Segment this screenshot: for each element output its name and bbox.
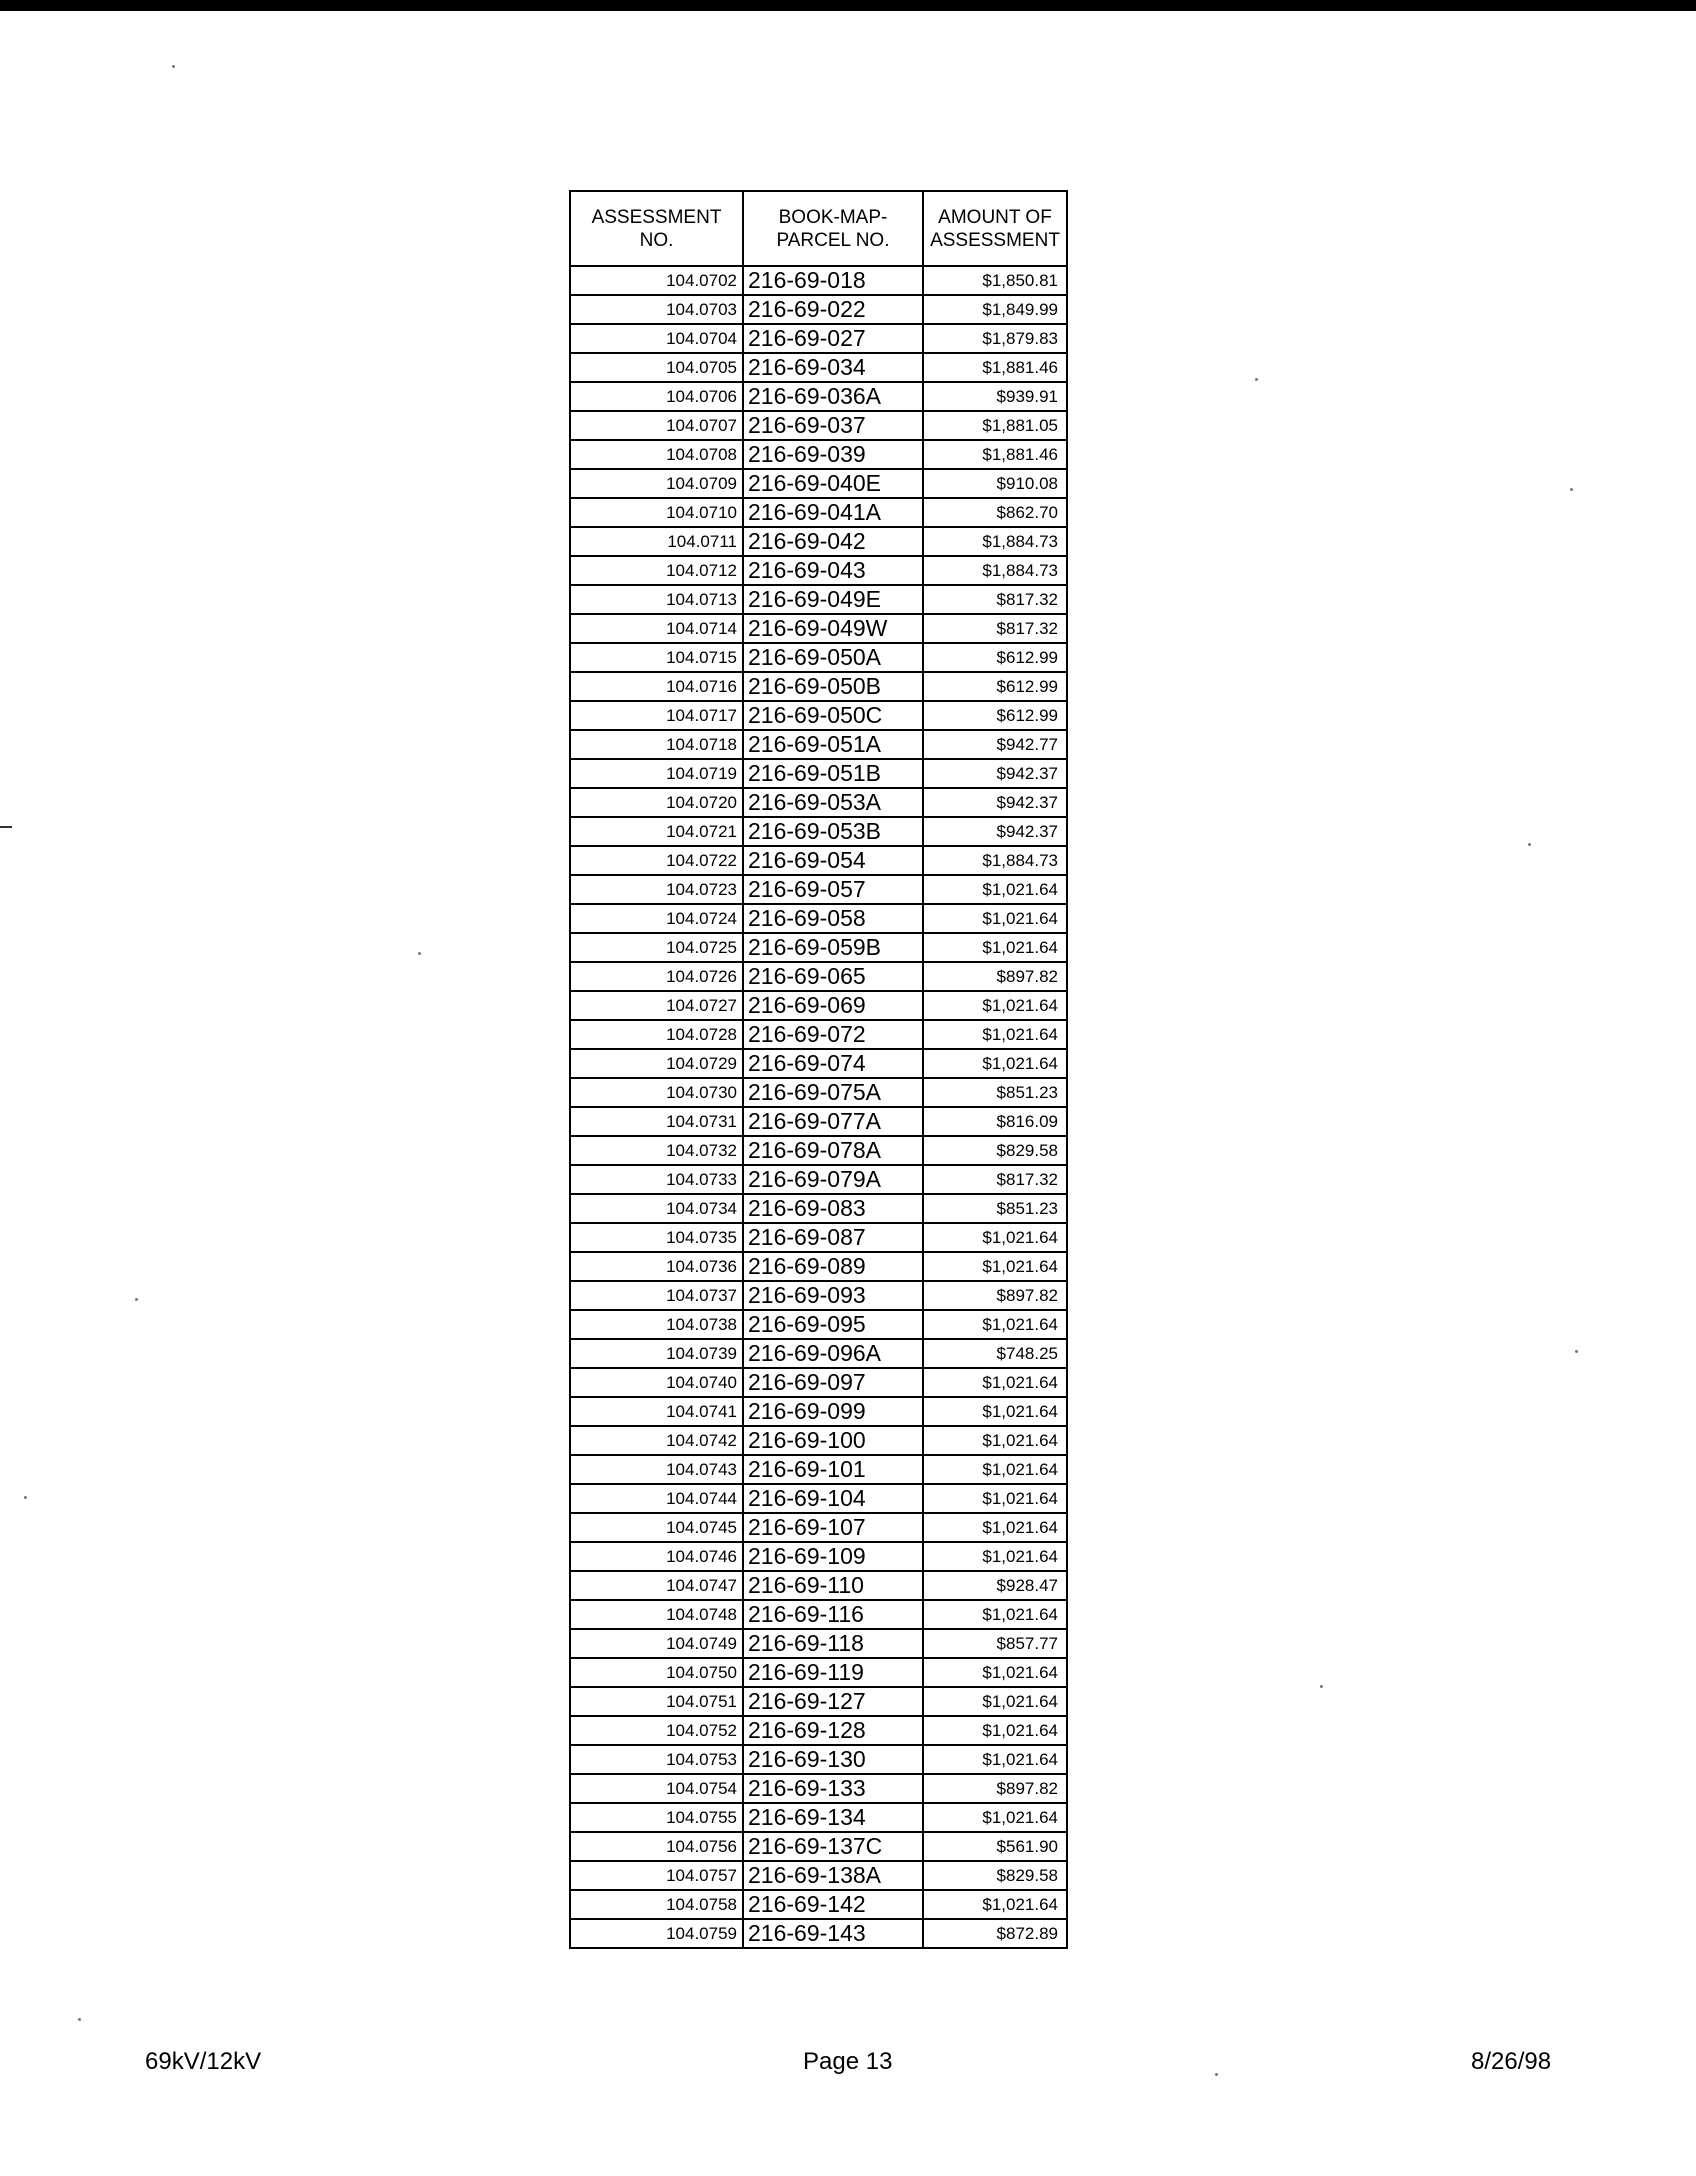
cell-amount: $851.23 — [923, 1194, 1067, 1223]
cell-parcel-no: 216-69-089 — [743, 1252, 923, 1281]
cell-amount: $1,884.73 — [923, 527, 1067, 556]
cell-parcel-no: 216-69-087 — [743, 1223, 923, 1252]
cell-amount: $817.32 — [923, 585, 1067, 614]
cell-assessment-no: 104.0713 — [570, 585, 743, 614]
scan-speck — [135, 1298, 138, 1301]
table-row — [570, 759, 1067, 788]
cell-assessment-no: 104.0752 — [570, 1716, 743, 1745]
cell-amount: $829.58 — [923, 1861, 1067, 1890]
cell-amount: $1,881.05 — [923, 411, 1067, 440]
cell-parcel-no: 216-69-054 — [743, 846, 923, 875]
table-row — [570, 1397, 1067, 1426]
table-row — [570, 1716, 1067, 1745]
cell-amount: $1,021.64 — [923, 1455, 1067, 1484]
table-row — [570, 1687, 1067, 1716]
cell-assessment-no: 104.0728 — [570, 1020, 743, 1049]
table-row — [570, 498, 1067, 527]
table-row — [570, 788, 1067, 817]
table-row — [570, 1165, 1067, 1194]
table-row — [570, 701, 1067, 730]
cell-assessment-no: 104.0753 — [570, 1745, 743, 1774]
cell-assessment-no: 104.0718 — [570, 730, 743, 759]
cell-amount: $1,849.99 — [923, 295, 1067, 324]
table-row — [570, 904, 1067, 933]
cell-assessment-no: 104.0727 — [570, 991, 743, 1020]
cell-assessment-no: 104.0736 — [570, 1252, 743, 1281]
cell-assessment-no: 104.0756 — [570, 1832, 743, 1861]
cell-parcel-no: 216-69-110 — [743, 1571, 923, 1600]
table-row — [570, 1542, 1067, 1571]
cell-parcel-no: 216-69-134 — [743, 1803, 923, 1832]
cell-assessment-no: 104.0759 — [570, 1919, 743, 1948]
cell-assessment-no: 104.0719 — [570, 759, 743, 788]
cell-parcel-no: 216-69-075A — [743, 1078, 923, 1107]
cell-parcel-no: 216-69-138A — [743, 1861, 923, 1890]
cell-assessment-no: 104.0705 — [570, 353, 743, 382]
cell-amount: $1,884.73 — [923, 846, 1067, 875]
cell-amount: $816.09 — [923, 1107, 1067, 1136]
cell-amount: $1,879.83 — [923, 324, 1067, 353]
cell-amount: $939.91 — [923, 382, 1067, 411]
cell-amount: $1,021.64 — [923, 904, 1067, 933]
table-row — [570, 614, 1067, 643]
cell-amount: $1,021.64 — [923, 875, 1067, 904]
cell-parcel-no: 216-69-034 — [743, 353, 923, 382]
cell-assessment-no: 104.0748 — [570, 1600, 743, 1629]
cell-amount: $1,021.64 — [923, 1600, 1067, 1629]
table-row — [570, 643, 1067, 672]
scan-speck — [172, 65, 175, 68]
table-row — [570, 1049, 1067, 1078]
cell-amount: $1,021.64 — [923, 1687, 1067, 1716]
cell-assessment-no: 104.0741 — [570, 1397, 743, 1426]
cell-parcel-no: 216-69-109 — [743, 1542, 923, 1571]
header-assessment-no: ASSESSMENT NO. — [570, 191, 743, 266]
table-row — [570, 1774, 1067, 1803]
table-row — [570, 1890, 1067, 1919]
table-row — [570, 1368, 1067, 1397]
table-row — [570, 1107, 1067, 1136]
cell-amount: $1,850.81 — [923, 266, 1067, 295]
cell-amount: $872.89 — [923, 1919, 1067, 1948]
cell-amount: $1,021.64 — [923, 1310, 1067, 1339]
table-row — [570, 672, 1067, 701]
table-row — [570, 1513, 1067, 1542]
cell-parcel-no: 216-69-049W — [743, 614, 923, 643]
cell-amount: $1,021.64 — [923, 1890, 1067, 1919]
table-row — [570, 1745, 1067, 1774]
cell-amount: $1,881.46 — [923, 353, 1067, 382]
cell-amount: $1,021.64 — [923, 1745, 1067, 1774]
scan-top-edge — [0, 0, 1696, 11]
cell-amount: $857.77 — [923, 1629, 1067, 1658]
cell-parcel-no: 216-69-130 — [743, 1745, 923, 1774]
cell-amount: $1,021.64 — [923, 1252, 1067, 1281]
table-header-row — [570, 191, 1067, 266]
cell-parcel-no: 216-69-095 — [743, 1310, 923, 1339]
table-row — [570, 585, 1067, 614]
cell-amount: $1,021.64 — [923, 1484, 1067, 1513]
cell-parcel-no: 216-69-128 — [743, 1716, 923, 1745]
cell-parcel-no: 216-69-039 — [743, 440, 923, 469]
scan-speck — [418, 952, 421, 955]
cell-parcel-no: 216-69-053B — [743, 817, 923, 846]
table-row — [570, 1484, 1067, 1513]
cell-assessment-no: 104.0710 — [570, 498, 743, 527]
cell-parcel-no: 216-69-100 — [743, 1426, 923, 1455]
table-row — [570, 962, 1067, 991]
cell-amount: $942.37 — [923, 759, 1067, 788]
cell-assessment-no: 104.0758 — [570, 1890, 743, 1919]
cell-parcel-no: 216-69-077A — [743, 1107, 923, 1136]
table-row — [570, 933, 1067, 962]
cell-parcel-no: 216-69-118 — [743, 1629, 923, 1658]
cell-parcel-no: 216-69-022 — [743, 295, 923, 324]
cell-amount: $1,021.64 — [923, 1513, 1067, 1542]
cell-parcel-no: 216-69-083 — [743, 1194, 923, 1223]
cell-parcel-no: 216-69-027 — [743, 324, 923, 353]
cell-assessment-no: 104.0704 — [570, 324, 743, 353]
table-row — [570, 1252, 1067, 1281]
cell-assessment-no: 104.0706 — [570, 382, 743, 411]
table-row — [570, 1426, 1067, 1455]
cell-parcel-no: 216-69-069 — [743, 991, 923, 1020]
table-row — [570, 382, 1067, 411]
table-row — [570, 846, 1067, 875]
cell-assessment-no: 104.0717 — [570, 701, 743, 730]
cell-parcel-no: 216-69-096A — [743, 1339, 923, 1368]
cell-assessment-no: 104.0732 — [570, 1136, 743, 1165]
cell-assessment-no: 104.0739 — [570, 1339, 743, 1368]
cell-amount: $1,021.64 — [923, 1426, 1067, 1455]
table-row — [570, 1223, 1067, 1252]
cell-parcel-no: 216-69-072 — [743, 1020, 923, 1049]
table-row — [570, 1571, 1067, 1600]
cell-parcel-no: 216-69-142 — [743, 1890, 923, 1919]
cell-amount: $1,021.64 — [923, 933, 1067, 962]
cell-assessment-no: 104.0711 — [570, 527, 743, 556]
cell-assessment-no: 104.0715 — [570, 643, 743, 672]
cell-assessment-no: 104.0733 — [570, 1165, 743, 1194]
table-row — [570, 1658, 1067, 1687]
cell-parcel-no: 216-69-116 — [743, 1600, 923, 1629]
header-amount: AMOUNT OF ASSESSMENT — [923, 191, 1067, 266]
cell-assessment-no: 104.0754 — [570, 1774, 743, 1803]
cell-amount: $1,021.64 — [923, 1397, 1067, 1426]
cell-parcel-no: 216-69-104 — [743, 1484, 923, 1513]
table-row — [570, 469, 1067, 498]
cell-assessment-no: 104.0729 — [570, 1049, 743, 1078]
cell-assessment-no: 104.0712 — [570, 556, 743, 585]
cell-amount: $1,021.64 — [923, 1716, 1067, 1745]
cell-amount: $897.82 — [923, 1774, 1067, 1803]
table-body — [570, 266, 1067, 1948]
cell-assessment-no: 104.0707 — [570, 411, 743, 440]
cell-parcel-no: 216-69-133 — [743, 1774, 923, 1803]
cell-amount: $1,884.73 — [923, 556, 1067, 585]
table-row — [570, 1803, 1067, 1832]
cell-parcel-no: 216-69-074 — [743, 1049, 923, 1078]
table-row — [570, 1136, 1067, 1165]
cell-assessment-no: 104.0743 — [570, 1455, 743, 1484]
cell-amount: $612.99 — [923, 701, 1067, 730]
cell-amount: $1,021.64 — [923, 1542, 1067, 1571]
table-row — [570, 730, 1067, 759]
cell-assessment-no: 104.0724 — [570, 904, 743, 933]
cell-parcel-no: 216-69-050A — [743, 643, 923, 672]
cell-assessment-no: 104.0702 — [570, 266, 743, 295]
cell-assessment-no: 104.0721 — [570, 817, 743, 846]
cell-parcel-no: 216-69-051B — [743, 759, 923, 788]
scan-speck — [1528, 843, 1531, 846]
cell-assessment-no: 104.0747 — [570, 1571, 743, 1600]
cell-amount: $928.47 — [923, 1571, 1067, 1600]
cell-assessment-no: 104.0740 — [570, 1368, 743, 1397]
cell-parcel-no: 216-69-107 — [743, 1513, 923, 1542]
cell-parcel-no: 216-69-078A — [743, 1136, 923, 1165]
cell-amount: $748.25 — [923, 1339, 1067, 1368]
table-row — [570, 411, 1067, 440]
cell-assessment-no: 104.0725 — [570, 933, 743, 962]
cell-parcel-no: 216-69-018 — [743, 266, 923, 295]
cell-assessment-no: 104.0730 — [570, 1078, 743, 1107]
cell-amount: $942.37 — [923, 817, 1067, 846]
scan-speck — [1255, 378, 1258, 381]
cell-amount: $1,021.64 — [923, 1049, 1067, 1078]
scan-speck — [78, 2018, 81, 2021]
scan-speck — [24, 1496, 27, 1499]
cell-amount: $1,021.64 — [923, 1368, 1067, 1397]
cell-assessment-no: 104.0720 — [570, 788, 743, 817]
cell-assessment-no: 104.0734 — [570, 1194, 743, 1223]
table-row — [570, 1600, 1067, 1629]
cell-parcel-no: 216-69-051A — [743, 730, 923, 759]
footer-voltage: 69kV/12kV — [145, 2048, 262, 2075]
scan-speck — [1570, 488, 1573, 491]
footer-date: 8/26/98 — [1471, 2048, 1552, 2075]
cell-parcel-no: 216-69-097 — [743, 1368, 923, 1397]
cell-parcel-no: 216-69-043 — [743, 556, 923, 585]
table-row — [570, 1281, 1067, 1310]
cell-amount: $910.08 — [923, 469, 1067, 498]
cell-amount: $1,021.64 — [923, 1223, 1067, 1252]
table-row — [570, 266, 1067, 295]
cell-parcel-no: 216-69-127 — [743, 1687, 923, 1716]
cell-parcel-no: 216-69-050C — [743, 701, 923, 730]
cell-amount: $942.37 — [923, 788, 1067, 817]
table-row — [570, 1629, 1067, 1658]
cell-assessment-no: 104.0722 — [570, 846, 743, 875]
cell-assessment-no: 104.0731 — [570, 1107, 743, 1136]
table-row — [570, 1832, 1067, 1861]
table-row — [570, 1310, 1067, 1339]
table-row — [570, 1339, 1067, 1368]
cell-parcel-no: 216-69-143 — [743, 1919, 923, 1948]
cell-amount: $897.82 — [923, 962, 1067, 991]
cell-amount: $817.32 — [923, 1165, 1067, 1194]
assessment-table — [569, 190, 1068, 1949]
cell-parcel-no: 216-69-037 — [743, 411, 923, 440]
cell-amount: $1,021.64 — [923, 1803, 1067, 1832]
scan-speck — [1575, 1350, 1578, 1353]
scan-speck — [1215, 2073, 1218, 2076]
scan-edge-mark — [0, 826, 12, 828]
cell-amount: $851.23 — [923, 1078, 1067, 1107]
cell-assessment-no: 104.0745 — [570, 1513, 743, 1542]
cell-amount: $612.99 — [923, 643, 1067, 672]
cell-assessment-no: 104.0723 — [570, 875, 743, 904]
footer-page-number: Page 13 — [803, 2048, 893, 2075]
cell-parcel-no: 216-69-101 — [743, 1455, 923, 1484]
cell-assessment-no: 104.0735 — [570, 1223, 743, 1252]
cell-amount: $1,021.64 — [923, 991, 1067, 1020]
cell-parcel-no: 216-69-042 — [743, 527, 923, 556]
cell-amount: $612.99 — [923, 672, 1067, 701]
cell-parcel-no: 216-69-050B — [743, 672, 923, 701]
cell-parcel-no: 216-69-036A — [743, 382, 923, 411]
cell-parcel-no: 216-69-059B — [743, 933, 923, 962]
cell-assessment-no: 104.0744 — [570, 1484, 743, 1513]
table-row — [570, 440, 1067, 469]
scan-speck — [1320, 1685, 1323, 1688]
cell-assessment-no: 104.0746 — [570, 1542, 743, 1571]
cell-parcel-no: 216-69-079A — [743, 1165, 923, 1194]
cell-parcel-no: 216-69-049E — [743, 585, 923, 614]
cell-amount: $1,021.64 — [923, 1658, 1067, 1687]
cell-parcel-no: 216-69-065 — [743, 962, 923, 991]
table-row — [570, 1078, 1067, 1107]
table-row — [570, 991, 1067, 1020]
table-row — [570, 556, 1067, 585]
cell-assessment-no: 104.0714 — [570, 614, 743, 643]
table-row — [570, 1455, 1067, 1484]
cell-assessment-no: 104.0726 — [570, 962, 743, 991]
table-row — [570, 527, 1067, 556]
cell-amount: $897.82 — [923, 1281, 1067, 1310]
cell-assessment-no: 104.0738 — [570, 1310, 743, 1339]
cell-assessment-no: 104.0742 — [570, 1426, 743, 1455]
cell-amount: $1,021.64 — [923, 1020, 1067, 1049]
table-row — [570, 875, 1067, 904]
table-row — [570, 1919, 1067, 1948]
cell-parcel-no: 216-69-119 — [743, 1658, 923, 1687]
table-row — [570, 324, 1067, 353]
cell-assessment-no: 104.0757 — [570, 1861, 743, 1890]
table-row — [570, 817, 1067, 846]
cell-parcel-no: 216-69-099 — [743, 1397, 923, 1426]
cell-parcel-no: 216-69-040E — [743, 469, 923, 498]
cell-parcel-no: 216-69-093 — [743, 1281, 923, 1310]
cell-assessment-no: 104.0709 — [570, 469, 743, 498]
cell-amount: $829.58 — [923, 1136, 1067, 1165]
cell-assessment-no: 104.0751 — [570, 1687, 743, 1716]
cell-assessment-no: 104.0716 — [570, 672, 743, 701]
cell-amount: $862.70 — [923, 498, 1067, 527]
table-row — [570, 1020, 1067, 1049]
cell-parcel-no: 216-69-137C — [743, 1832, 923, 1861]
table-row — [570, 353, 1067, 382]
cell-amount: $561.90 — [923, 1832, 1067, 1861]
table-row — [570, 1861, 1067, 1890]
cell-assessment-no: 104.0737 — [570, 1281, 743, 1310]
cell-parcel-no: 216-69-057 — [743, 875, 923, 904]
cell-assessment-no: 104.0749 — [570, 1629, 743, 1658]
cell-parcel-no: 216-69-053A — [743, 788, 923, 817]
cell-amount: $1,881.46 — [923, 440, 1067, 469]
table-row — [570, 295, 1067, 324]
table-row — [570, 1194, 1067, 1223]
cell-parcel-no: 216-69-058 — [743, 904, 923, 933]
header-parcel-no: BOOK-MAP- PARCEL NO. — [743, 191, 923, 266]
cell-assessment-no: 104.0750 — [570, 1658, 743, 1687]
cell-assessment-no: 104.0708 — [570, 440, 743, 469]
cell-amount: $942.77 — [923, 730, 1067, 759]
cell-assessment-no: 104.0703 — [570, 295, 743, 324]
cell-amount: $817.32 — [923, 614, 1067, 643]
cell-assessment-no: 104.0755 — [570, 1803, 743, 1832]
cell-parcel-no: 216-69-041A — [743, 498, 923, 527]
